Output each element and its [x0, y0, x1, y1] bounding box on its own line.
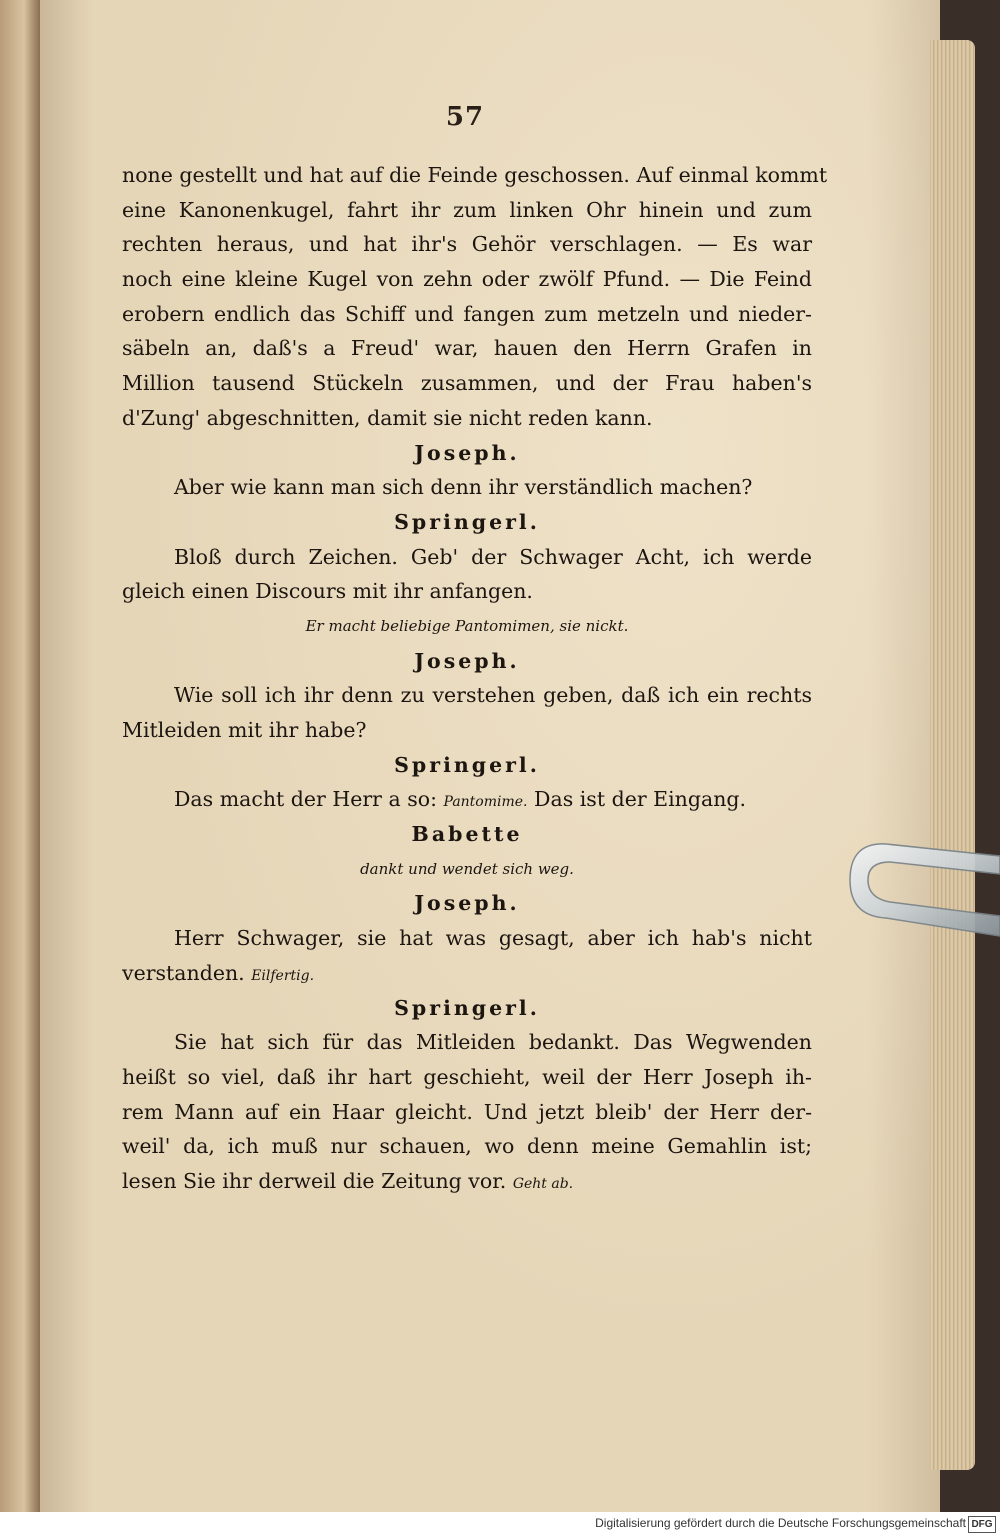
- funding-notice: Digitalisierung gefördert durch die Deutsche Forschungsgemeinschaft: [595, 1516, 966, 1530]
- line-text: rem Mann auf ein Haar gleicht. Und jetzt bleib' der Herr der-: [122, 1099, 812, 1124]
- line-text-continued: Das ist der Eingang.: [534, 787, 747, 812]
- stage-direction: [122, 609, 812, 644]
- line-text: rechten heraus, und hat ihr's Gehör verschlagen. — Es war: [122, 232, 812, 257]
- line-text: Mitleiden mit ihr habe?: [122, 718, 367, 742]
- line-text: Million tausend Stückeln zusammen, und der Frau haben's: [122, 371, 812, 396]
- text-line: [122, 574, 812, 609]
- speaker-name: [122, 748, 812, 783]
- line-text: Wie soll ich ihr denn zu verstehen geben, daß ich ein rechts: [174, 683, 812, 708]
- speaker-name: [122, 886, 812, 921]
- page-stack-edge: [930, 40, 975, 1470]
- facing-page-edge: [0, 0, 40, 1536]
- text-line: [122, 1060, 812, 1095]
- text-line: [122, 262, 812, 297]
- text-line: [122, 331, 812, 366]
- text-line: [122, 540, 812, 575]
- text-line: [122, 158, 828, 193]
- line-text: lesen Sie ihr derweil die Zeitung vor.: [122, 1168, 507, 1193]
- text-line: [122, 1129, 812, 1164]
- text-line: [122, 713, 812, 748]
- speaker-name: [122, 644, 812, 679]
- speaker-name: [122, 991, 812, 1026]
- page-clip-icon: [846, 836, 1000, 944]
- line-text: Joseph.: [414, 648, 520, 673]
- line-text: Springerl.: [394, 752, 540, 777]
- line-text: Das macht der Herr a so:: [174, 787, 437, 812]
- inline-stage-direction: Eilfertig.: [251, 967, 315, 984]
- text-line: [122, 678, 812, 713]
- line-text: Er macht beliebige Pantomimen, sie nickt.: [305, 616, 629, 635]
- line-text: erobern endlich das Schiff und fangen zum metzeln und nieder-: [122, 301, 812, 326]
- text-line: [122, 921, 812, 956]
- text-line: [122, 1025, 812, 1060]
- dfg-logo: DFG: [968, 1516, 996, 1533]
- text-line: [122, 366, 812, 401]
- line-text: none gestellt und hat auf die Feinde geschossen. Auf einmal kommt: [122, 163, 828, 187]
- text-line: [122, 782, 812, 817]
- speaker-name: [122, 817, 812, 852]
- line-text: verstanden.: [122, 960, 245, 985]
- text-line: [122, 297, 812, 332]
- text-line: [122, 956, 812, 991]
- line-text: Babette: [411, 822, 523, 847]
- text-line: [122, 1095, 812, 1130]
- line-text: d'Zung' abgeschnitten, damit sie nicht reden kann.: [122, 405, 653, 430]
- line-text: Aber wie kann man sich denn ihr verständlich machen?: [174, 475, 753, 500]
- line-text: Springerl.: [394, 995, 540, 1020]
- line-text: säbeln an, daß's a Freud' war, hauen den Herrn Grafen in: [122, 336, 812, 361]
- line-text: Herr Schwager, sie hat was gesagt, aber ich hab's nicht: [174, 926, 812, 951]
- text-line: [122, 193, 812, 228]
- stage-direction: [122, 852, 812, 887]
- line-text: Sie hat sich für das Mitleiden bedankt. Das Wegwenden: [174, 1030, 812, 1055]
- text-line: [122, 401, 812, 436]
- line-text: gleich einen Discours mit ihr anfangen.: [122, 579, 533, 604]
- line-text: weil' da, ich muß nur schauen, wo denn meine Gemahlin ist;: [122, 1134, 812, 1159]
- footer: [0, 1512, 1000, 1536]
- inline-stage-direction: Geht ab.: [512, 1175, 574, 1192]
- line-text: Bloß durch Zeichen. Geb' der Schwager Acht, ich werde: [174, 544, 812, 569]
- page-number: 57: [445, 102, 485, 132]
- speaker-name: [122, 505, 812, 540]
- line-text: Joseph.: [414, 440, 520, 465]
- inline-stage-direction: Pantomime.: [443, 794, 528, 811]
- line-text: eine Kanonenkugel, fahrt ihr zum linken Ohr hinein und zum: [122, 197, 812, 222]
- line-text: dankt und wendet sich weg.: [360, 859, 574, 878]
- line-text: Joseph.: [414, 891, 520, 916]
- line-text: heißt so viel, daß ihr hart geschieht, weil der Herr Joseph ih-: [122, 1064, 812, 1089]
- line-text: Springerl.: [394, 509, 540, 534]
- speaker-name: [122, 436, 812, 471]
- text-line: [122, 470, 812, 505]
- text-line: [122, 1164, 812, 1199]
- line-text: noch eine kleine Kugel von zehn oder zwölf Pfund. — Die Feind: [122, 267, 812, 292]
- page-text: [122, 158, 828, 1199]
- text-line: [122, 227, 812, 262]
